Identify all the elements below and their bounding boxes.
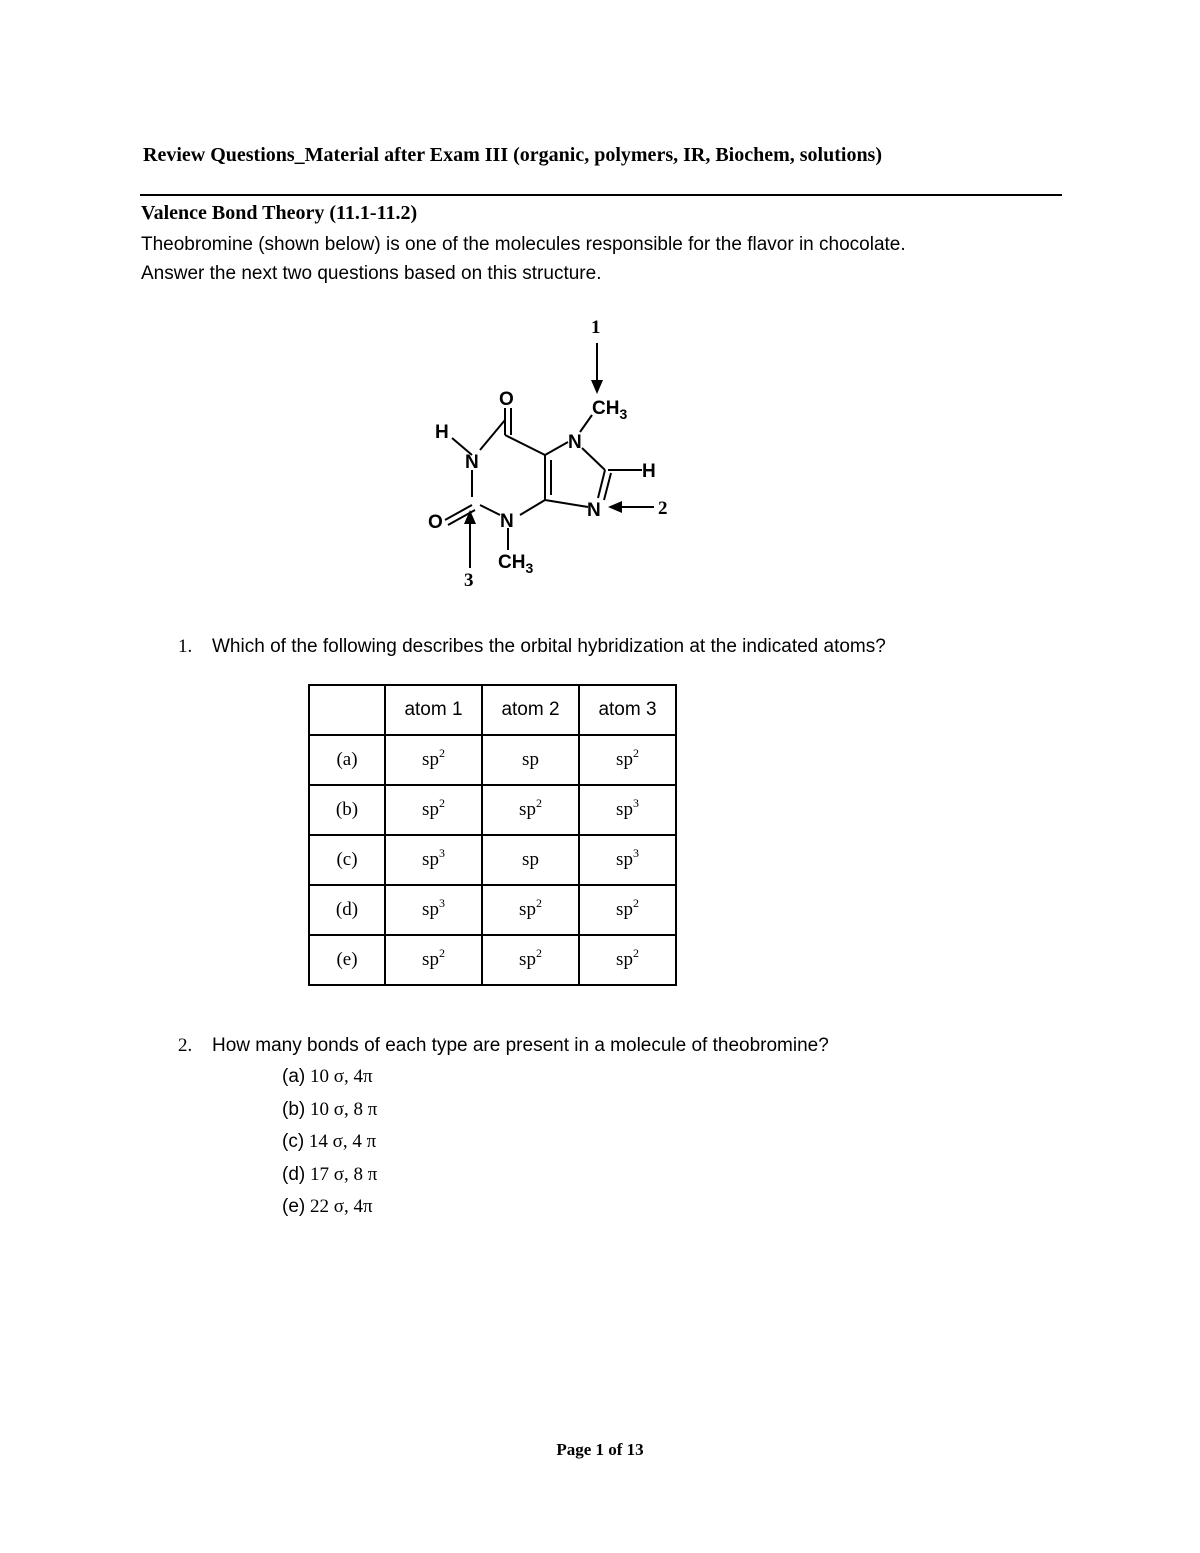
intro-line-2: Answer the next two questions based on this structure. — [141, 263, 602, 284]
bond-c6-n1 — [480, 420, 505, 450]
table-cell: $sp^2$ — [579, 885, 676, 935]
table-cell: $sp^2$ — [482, 935, 579, 985]
intro-text — [141, 230, 1041, 288]
row-label: (e) — [309, 935, 385, 985]
table-cell: $sp^2$ — [385, 935, 482, 985]
table-cell: $sp^2$ — [385, 785, 482, 835]
row-label: (c) — [309, 835, 385, 885]
question-1-text: Which of the following describes the orbital hybridization at the indicated atoms? — [212, 636, 886, 657]
arrow-1-head — [591, 380, 603, 394]
table-row — [309, 835, 676, 885]
arrow-3-head — [464, 510, 476, 524]
row-label: (d) — [309, 885, 385, 935]
option-b: (b) 10 σ, 8 π — [282, 1098, 378, 1120]
table-cell: $sp^2$ — [482, 885, 579, 935]
table-row — [309, 885, 676, 935]
table-header-cell: atom 2 — [482, 685, 579, 735]
atom-h-c8: H — [642, 461, 656, 482]
atom-h-nh: H — [435, 422, 449, 443]
bond-n3-c4 — [520, 500, 545, 515]
table-header-row — [309, 685, 676, 735]
row-label: (a) — [309, 735, 385, 785]
table-row — [309, 935, 676, 985]
atom-n7: N — [568, 432, 582, 453]
table-cell: $sp^3$ — [385, 885, 482, 935]
document-title: Review Questions_Material after Exam III (organic, polymers, IR, Biochem, solutions) — [143, 144, 883, 166]
atom-ch3-top-ch: CH — [592, 398, 620, 419]
title-rule — [140, 194, 1062, 196]
atom-n9: N — [587, 500, 601, 521]
table-cell: $sp^3$ — [579, 785, 676, 835]
atom-o-left: O — [428, 512, 443, 533]
bond-c2-n3 — [480, 505, 500, 515]
question-2-text: How many bonds of each type are present in a molecule of theobromine? — [212, 1035, 829, 1056]
row-label: (b) — [309, 785, 385, 835]
arrow-2-head — [608, 501, 622, 513]
bond-c8-n9 — [598, 470, 605, 498]
table-cell: $sp^3$ — [579, 835, 676, 885]
atom-n3: N — [500, 511, 514, 532]
intro-line-1: Theobromine (shown below) is one of the molecules responsible for the flavor in chocolate. — [141, 234, 906, 255]
option-c: (c) 14 σ, 4 π — [282, 1131, 377, 1152]
question-2 — [178, 1035, 829, 1057]
atom-o-top: O — [499, 389, 514, 410]
atom-ch3-bottom-sub: 3 — [525, 560, 534, 576]
table-row — [309, 785, 676, 835]
table-row — [309, 735, 676, 785]
table-header-cell: atom 3 — [579, 685, 676, 735]
table-header-cell — [309, 685, 385, 735]
theobromine-structure — [410, 310, 700, 595]
option-a: (a) 10 σ, 4π — [282, 1066, 373, 1087]
bond-n9-c4 — [545, 500, 588, 507]
question-2-options — [282, 1061, 377, 1224]
page-number: Page 1 of 13 — [556, 1440, 644, 1459]
atom-ch3-top — [592, 398, 627, 422]
atom-ch3-top-sub: 3 — [619, 406, 628, 422]
option-d: (d) 17 σ, 8 π — [282, 1163, 378, 1185]
atom-ch3-bottom-ch: CH — [498, 552, 526, 573]
bond-c5-c6 — [505, 435, 545, 455]
question-2-number: 2. — [178, 1035, 193, 1056]
question-1 — [178, 636, 886, 658]
arrow-label-2: 2 — [658, 498, 668, 519]
table-cell: sp — [482, 835, 579, 885]
bond-n7-c8 — [582, 448, 605, 470]
option-e: (e) 22 σ, 4π — [282, 1196, 373, 1217]
bond-c8-n9-double — [604, 473, 611, 500]
table-cell: $sp^2$ — [579, 735, 676, 785]
table-cell: sp — [482, 735, 579, 785]
hybridization-table — [308, 684, 677, 986]
bond-c5-n7 — [545, 442, 568, 455]
table-cell: $sp^2$ — [482, 785, 579, 835]
bond-n7-ch3 — [580, 415, 592, 432]
arrow-label-3: 3 — [464, 570, 474, 591]
atom-n1: N — [465, 452, 479, 473]
table-header-cell: atom 1 — [385, 685, 482, 735]
question-1-number: 1. — [178, 636, 193, 657]
table-cell: $sp^2$ — [385, 735, 482, 785]
atom-ch3-bottom — [498, 552, 533, 576]
table-cell: $sp^3$ — [385, 835, 482, 885]
arrow-label-1: 1 — [591, 317, 601, 338]
section-title: Valence Bond Theory (11.1-11.2) — [141, 202, 418, 224]
table-cell: $sp^2$ — [579, 935, 676, 985]
